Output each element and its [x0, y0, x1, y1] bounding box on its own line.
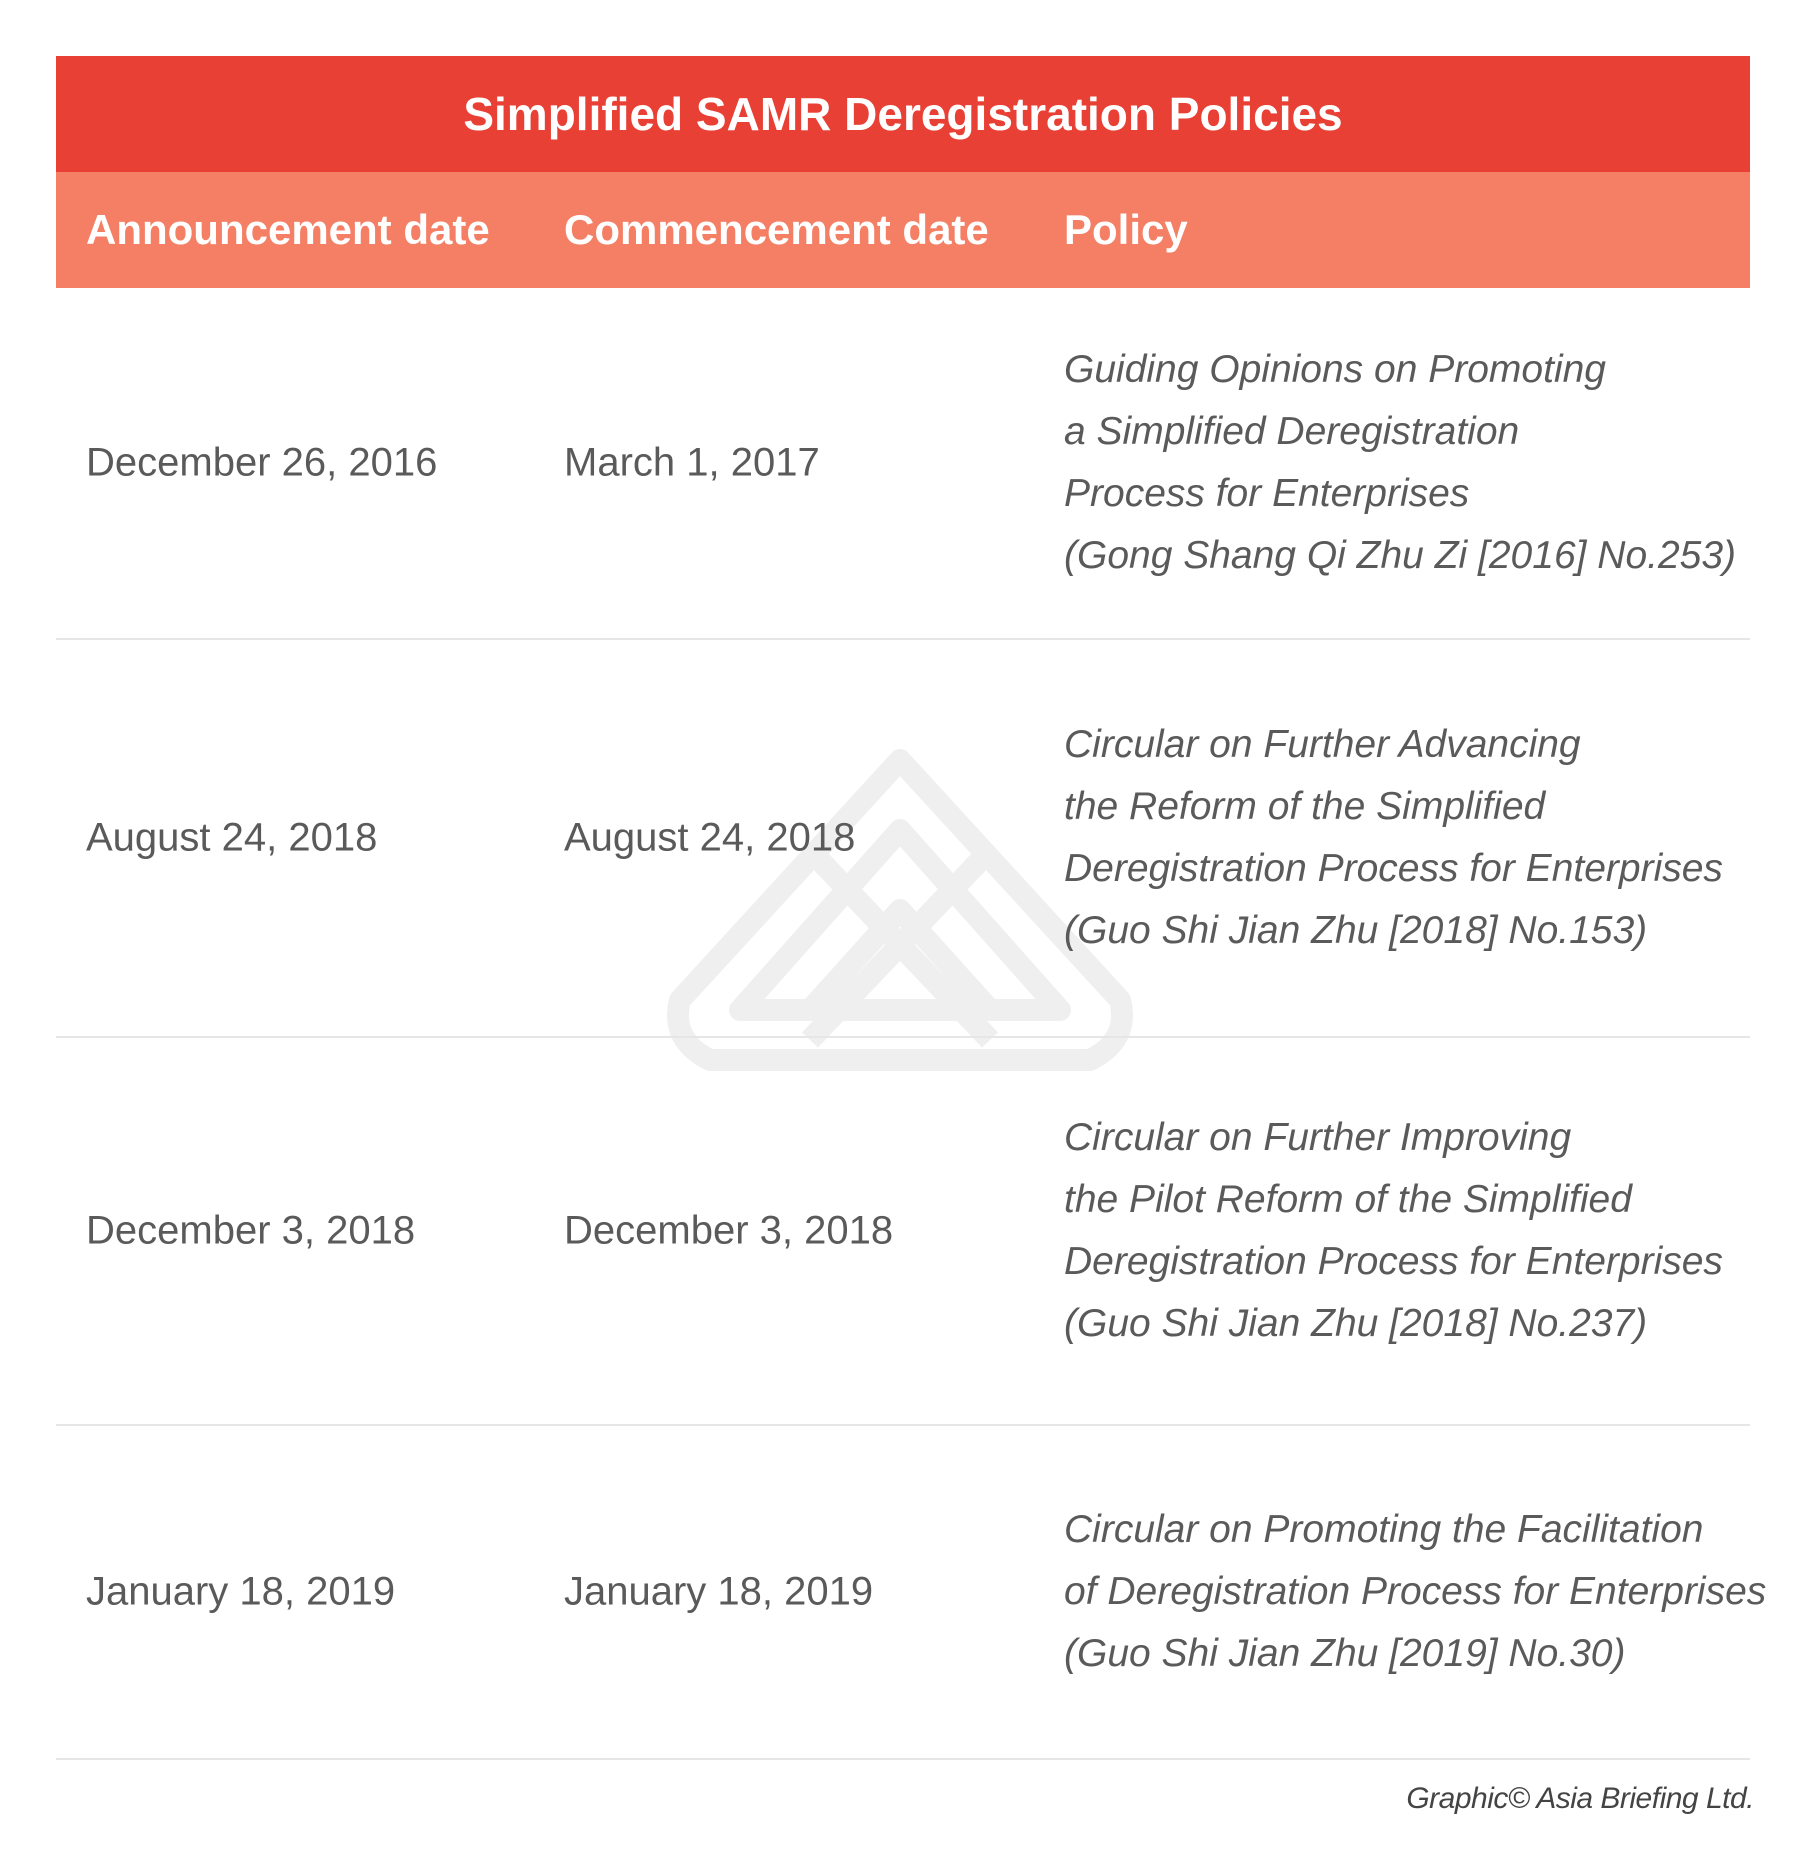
table-body — [56, 288, 1767, 1760]
policy-line: a Simplified Deregistration — [1064, 410, 1520, 453]
policy-cell — [1064, 714, 1744, 962]
announcement-date-cell: December 3, 2018 — [86, 1208, 416, 1253]
policy-line: Deregistration Process for Enterprises — [1064, 1240, 1723, 1283]
policy-line: Circular on Further Advancing — [1064, 723, 1581, 766]
policy-line: (Gong Shang Qi Zhu Zi [2016] No.253) — [1064, 534, 1737, 577]
policy-line: Circular on Further Improving — [1064, 1116, 1572, 1159]
header-announcement-date: Announcement date — [86, 206, 490, 253]
commencement-date-cell: March 1, 2017 — [564, 440, 820, 485]
commencement-date-cell: January 18, 2019 — [564, 1569, 874, 1614]
policy-line: Guiding Opinions on Promoting — [1064, 348, 1606, 391]
policy-line: of Deregistration Process for Enterprises — [1064, 1570, 1767, 1613]
table-row — [56, 1038, 1750, 1426]
announcement-date-cell: August 24, 2018 — [86, 815, 378, 860]
policy-cell — [1064, 339, 1744, 587]
announcement-date-cell: December 26, 2016 — [86, 440, 438, 485]
announcement-date-cell: January 18, 2019 — [86, 1569, 396, 1614]
policy-line: the Pilot Reform of the Simplified — [1064, 1178, 1632, 1221]
policy-cell — [1064, 1107, 1744, 1355]
commencement-date-cell: December 3, 2018 — [564, 1208, 894, 1253]
policy-line: (Guo Shi Jian Zhu [2018] No.237) — [1064, 1302, 1648, 1345]
policy-line: Process for Enterprises — [1064, 472, 1470, 515]
policy-line: (Guo Shi Jian Zhu [2019] No.30) — [1064, 1632, 1626, 1675]
table-row — [56, 288, 1750, 640]
policy-line: (Guo Shi Jian Zhu [2018] No.153) — [1064, 909, 1648, 952]
table-title: Simplified SAMR Deregistration Policies — [56, 56, 1750, 172]
table-row — [56, 1426, 1767, 1760]
policy-line: the Reform of the Simplified — [1064, 785, 1546, 828]
policy-cell — [1064, 1499, 1767, 1685]
policy-table — [56, 56, 1767, 1760]
graphic-credit: Graphic© Asia Briefing Ltd. — [1406, 1782, 1754, 1815]
header-commencement-date: Commencement date — [564, 206, 989, 253]
table-header-row — [56, 172, 1750, 288]
policy-line: Circular on Promoting the Facilitation — [1064, 1508, 1704, 1551]
table-row — [56, 640, 1750, 1038]
commencement-date-cell: August 24, 2018 — [564, 815, 856, 860]
header-policy: Policy — [1064, 206, 1188, 253]
policy-line: Deregistration Process for Enterprises — [1064, 847, 1723, 890]
